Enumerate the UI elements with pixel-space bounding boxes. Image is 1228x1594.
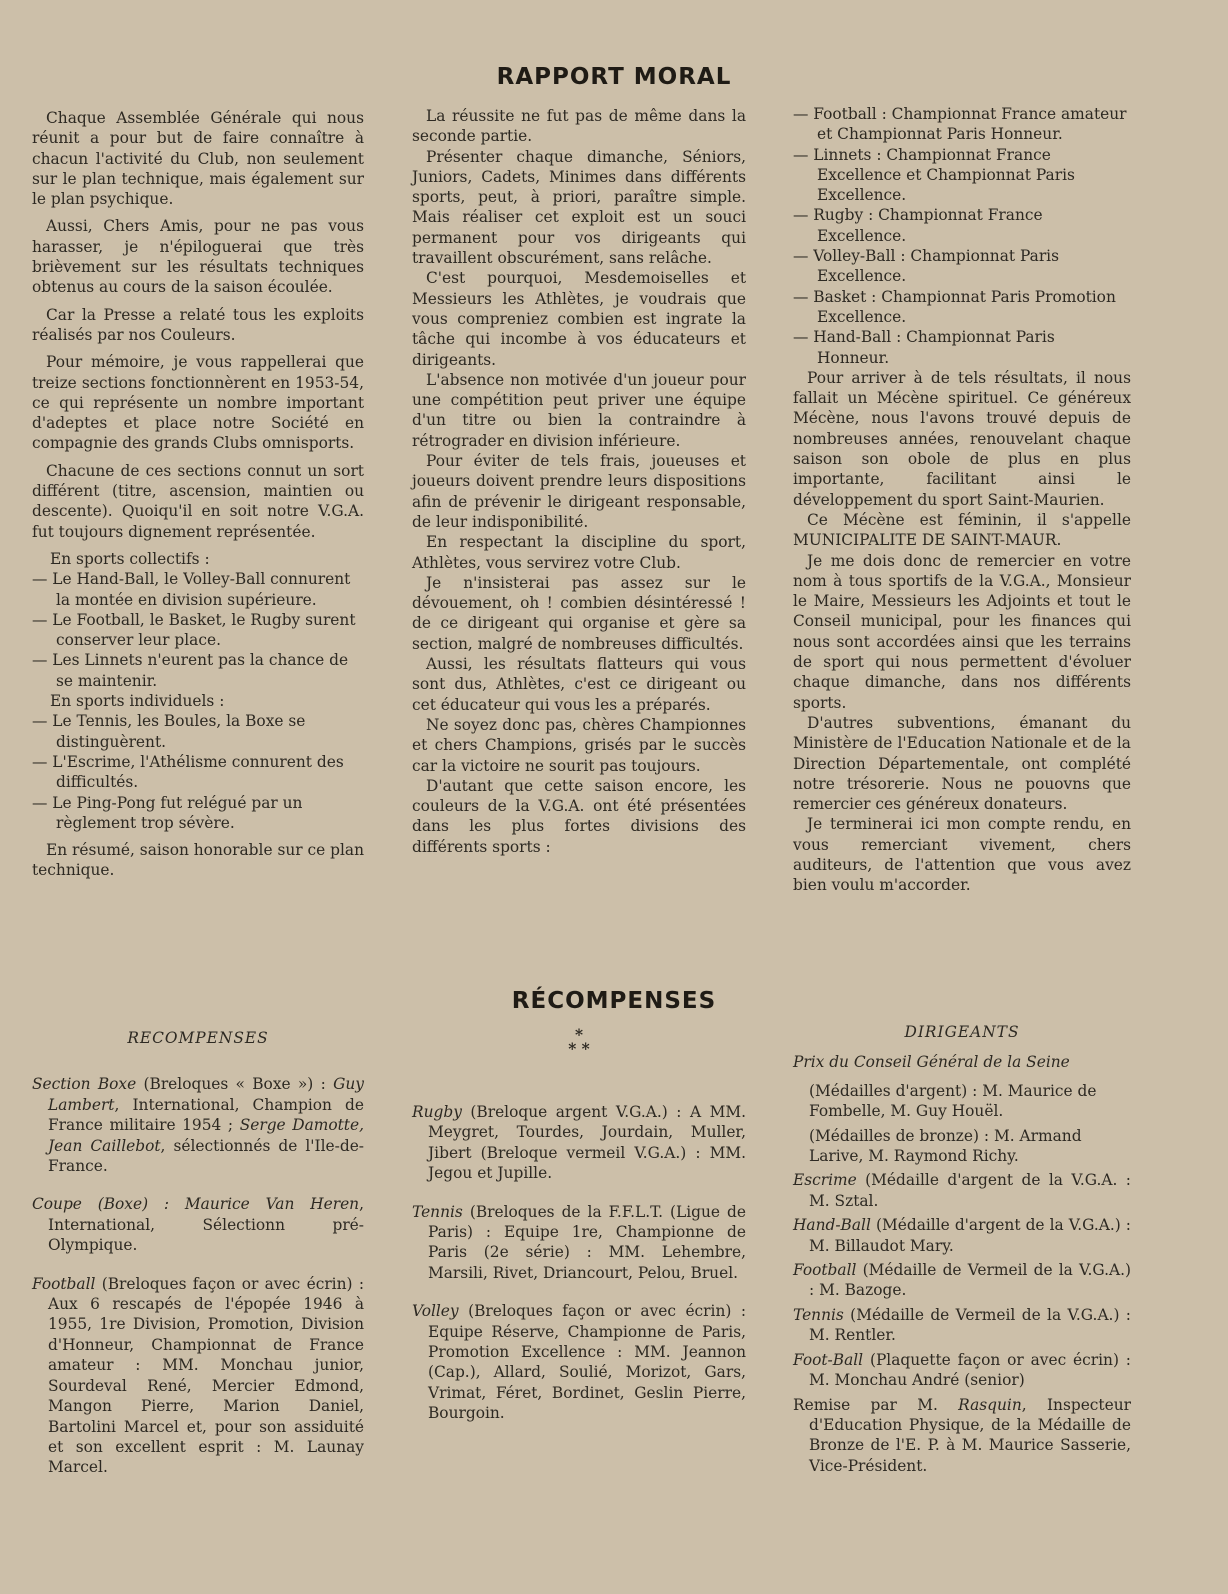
award-text: (Breloque argent V.G.A.) : A MM. Meygret, Tourdes, Jourdain, Muller, Jibert (Breloque vermeil V.G.A.) : MM. Jegou et Jupille.: [428, 1103, 746, 1183]
award-text: , Inspecteur d'Education Physique, de la Médaille de Bronze de l'E. P. à M. Maurice Sasserie, Vice-Président.: [809, 1395, 1131, 1475]
paragraph: Pour arriver à de tels résultats, il nous fallait un Mécène spirituel. Ce généreux Mécène, nous l'avons trouvé depuis de nombreuses années, renouvelant chaque saison son obole de plus en plus importante, facilitant ainsi le développement du sport Saint-Maurien.: [793, 368, 1131, 509]
award-entry: [412, 1102, 746, 1184]
award-text: , International, Champion de France militaire 1954 ;: [48, 1095, 364, 1135]
award-name: Rasquin: [958, 1395, 1022, 1414]
list-item: — Rugby : Championnat France Excellence.: [793, 206, 1043, 245]
paragraph: Chacune de ces sections connut un sort différent (titre, ascension, maintien ou descente). Quoiqu'il en soit notre V.G.A. fut toujours dignement représentée.: [32, 461, 364, 541]
award-key: Tennis: [412, 1202, 463, 1221]
paragraph: En résumé, saison honorable sur ce plan technique.: [32, 841, 364, 880]
paragraph: Je terminerai ici mon compte rendu, en vous remerciant vivement, chers auditeurs, de l'attention que vous avez bien voulu m'accorder.: [793, 815, 1131, 895]
award-entry: [412, 1202, 746, 1284]
list-item: — Les Linnets n'eurent pas la chance de se maintenir.: [32, 651, 349, 690]
award-key: Football: [793, 1261, 857, 1280]
rapport-column-2: [412, 106, 746, 857]
recompenses-title: RÉCOMPENSES: [511, 988, 717, 1014]
section-heading: DIRIGEANTS: [904, 1023, 1020, 1041]
award-text: (Breloques façon or avec écrin) : Aux 6 rescapés de l'épopée 1946 à 1955, 1re Division, Promotion, Division d'Honneur, Championnat de France amateur : MM. Monchau junior, Sourdeval René, Mercier Edmond, Mangon Pierre, Marion Daniel, Bartolini Marcel et, pour son assiduité et son excellent esprit : M. Launay Marcel.: [48, 1274, 364, 1477]
paragraph: Chaque Assemblée Générale qui nous réunit a pour but de faire connaître à chacun l'activité du Club, non seulement sur le plan technique, mais également sur le plan psychique.: [32, 109, 364, 209]
award-line: (Médailles de bronze) : M. Armand Larive, M. Raymond Richy.: [809, 1126, 1082, 1166]
rapport-column-3: [793, 104, 1131, 896]
award-text: (Médaille de Vermeil de la V.G.A.) : M. Bazoge.: [809, 1261, 1131, 1300]
award-entry: [32, 1074, 364, 1176]
paragraph: D'autres subventions, émanant du Ministère de l'Education Nationale et de la Direction Départementale, ont complété notre trésorerie. Nous ne pouovns que remercier ces généreux donateurs.: [793, 713, 1131, 814]
award-key: Football: [32, 1274, 96, 1293]
paragraph: Pour éviter de tels frais, joueuses et joueurs doivent prendre leurs dispositions afin de prévenir le dirigeant responsable, de leur indisponibilité.: [412, 452, 746, 531]
list-item: — Le Hand-Ball, le Volley-Ball connurent la montée en division supérieure.: [32, 570, 351, 609]
award-key: Rugby: [412, 1103, 462, 1121]
list-item: — Basket : Championnat Paris Promotion Excellence.: [793, 287, 1116, 326]
list-item: — L'Escrime, l'Athélisme connurent des difficultés.: [32, 752, 344, 792]
list-item: — Le Tennis, les Boules, la Boxe se distinguèrent.: [32, 712, 306, 751]
award-key: Coupe (Boxe) : Maurice Van Heren: [32, 1195, 360, 1214]
award-key: Volley: [412, 1302, 459, 1321]
award-entry: [793, 1395, 1131, 1477]
award-entry: [793, 1305, 1131, 1346]
list-item: — Football : Championnat France amateur et Championnat Paris Honneur.: [793, 105, 1127, 144]
paragraph: Ne soyez donc pas, chères Championnes et chers Champions, grisés par le succès car la victoire ne sourit pas toujours.: [412, 715, 746, 775]
recompenses-column-3: [793, 1022, 1131, 1480]
award-text: Remise par M.: [793, 1395, 959, 1414]
rapport-moral-title: RAPPORT MORAL: [496, 64, 732, 90]
award-key: Foot-Ball: [793, 1350, 864, 1369]
award-key: Tennis: [793, 1305, 844, 1324]
recompenses-column-1: [32, 1028, 364, 1496]
paragraph: Je me dois donc de remercier en votre nom à tous sportifs de la V.G.A., Monsieur le Maire, Messieurs les Adjoints et tout le Conseil municipal, pour les finances qui nous sont accordées ainsi que les terrains de sport qui nous permettent d'évoluer chaque dimanche, dans nos différents sports.: [793, 551, 1131, 712]
paragraph: Pour mémoire, je vous rappellerai que treize sections fonctionnèrent en 1953-54, ce qui représente un nombre important d'adeptes et place notre Société en compagnie des grands Clubs omnisports.: [32, 353, 364, 453]
award-entry: [793, 1260, 1131, 1301]
asterism: * * *: [568, 1026, 590, 1058]
award-entry: [32, 1274, 364, 1478]
paragraph: La réussite ne fut pas de même dans la seconde partie.: [412, 107, 746, 146]
award-key: Section Boxe: [32, 1075, 137, 1094]
award-text: , sélectionnés de l'Ile-de-France.: [48, 1136, 365, 1176]
paragraph: Aussi, Chers Amis, pour ne pas vous harasser, je n'épiloguerai que très brièvement sur les résultats techniques obtenus au cours de la saison écoulée.: [32, 217, 364, 297]
paragraph: Car la Presse a relaté tous les exploits réalisés par nos Couleurs.: [32, 305, 364, 344]
award-key: Hand-Ball: [793, 1216, 871, 1235]
paragraph: C'est pourquoi, Mesdemoiselles et Messieurs les Athlètes, je voudrais que vous compreniez combien est ingrate la tâche qui incombe à vos éducateurs et dirigeants.: [412, 269, 746, 369]
award-text: , International, Sélectionn pré-Olympique.: [48, 1195, 364, 1255]
award-text: (Médaille d'argent de la V.G.A.) : M. Billaudot Mary.: [809, 1216, 1131, 1255]
rapport-column-1: [32, 108, 364, 888]
list-item: — Le Football, le Basket, le Rugby surent conserver leur place.: [32, 610, 356, 650]
award-text: (Plaquette façon or avec écrin) : M. Monchau André (senior): [809, 1350, 1131, 1390]
subheading: En sports collectifs :: [50, 549, 210, 568]
paragraph: Je n'insisterai pas assez sur le dévouement, oh ! combien désintéressé ! de ce dirigeant qui organise et gère sa section, malgré de nombreuses difficultés.: [412, 573, 746, 653]
award-entry: [793, 1215, 1131, 1256]
paragraph: D'autant que cette saison encore, les couleurs de la V.G.A. ont été présentées dans les plus fortes divisions des différents sports :: [412, 776, 746, 856]
list-item: — Le Ping-Pong fut relégué par un règlement trop sévère.: [32, 793, 303, 832]
list-item: — Hand-Ball : Championnat Paris Honneur.: [793, 328, 1055, 367]
award-key: Escrime: [793, 1171, 857, 1190]
award-text: (Breloques « Boxe ») :: [136, 1075, 334, 1094]
award-text: (Médaille d'argent de la V.G.A. : M. Sztal.: [809, 1171, 1131, 1210]
paragraph: Ce Mécène est féminin, il s'appelle MUNICIPALITE DE SAINT-MAUR.: [793, 510, 1131, 550]
list-item: — Volley-Ball : Championnat Paris Excellence.: [793, 247, 1059, 286]
award-name: Guy Lambert: [48, 1075, 364, 1114]
award-text: (Breloques de la F.F.L.T. (Ligue de Paris) : Equipe 1re, Championne de Paris (2e série) : MM. Lehembre, Marsili, Rivet, Driancourt, Pelou, Bruel.: [428, 1202, 746, 1282]
award-line: (Médailles d'argent) : M. Maurice de Fombelle, M. Guy Houël.: [809, 1081, 1097, 1121]
paragraph: Présenter chaque dimanche, Séniors, Juniors, Cadets, Minimes dans différents sports, peut, à priori, paraître simple. Mais réaliser cet exploit est un souci permanent pour vos dirigeants qui travaillent obscurément, sans relâche.: [412, 147, 746, 268]
prix-heading: Prix du Conseil Général de la Seine: [793, 1053, 1070, 1072]
award-entry: [412, 1301, 746, 1423]
award-entry: [793, 1170, 1131, 1211]
award-name: Serge Damotte, Jean Caillebot: [48, 1116, 364, 1155]
list-item: — Linnets : Championnat France Excellence et Championnat Paris Excellence.: [793, 145, 1075, 205]
award-text: (Breloques façon or avec écrin) : Equipe Réserve, Championne de Paris, Promotion Excellence : MM. Jeannon (Cap.), Allard, Soulié, Morizot, Gars, Vrimat, Féret, Bordinet, Geslin Pierre, Bourgoin.: [428, 1302, 746, 1423]
award-entry: [793, 1350, 1131, 1391]
paragraph: En respectant la discipline du sport, Athlètes, vous servirez votre Club.: [412, 533, 746, 572]
award-entry: [32, 1194, 364, 1255]
subheading: En sports individuels :: [50, 692, 225, 711]
section-heading: RECOMPENSES: [127, 1029, 269, 1047]
recompenses-column-2: [412, 1028, 746, 1442]
paragraph: L'absence non motivée d'un joueur pour une compétition peut priver une équipe d'un titre ou bien la contraindre à rétrograder en division inférieure.: [412, 370, 746, 450]
award-text: (Médaille de Vermeil de la V.G.A.) : M. Rentler.: [809, 1305, 1131, 1345]
paragraph: Aussi, les résultats flatteurs qui vous sont dus, Athlètes, c'est ce dirigeant ou cet éducateur qui vous les a préparés.: [412, 655, 746, 714]
